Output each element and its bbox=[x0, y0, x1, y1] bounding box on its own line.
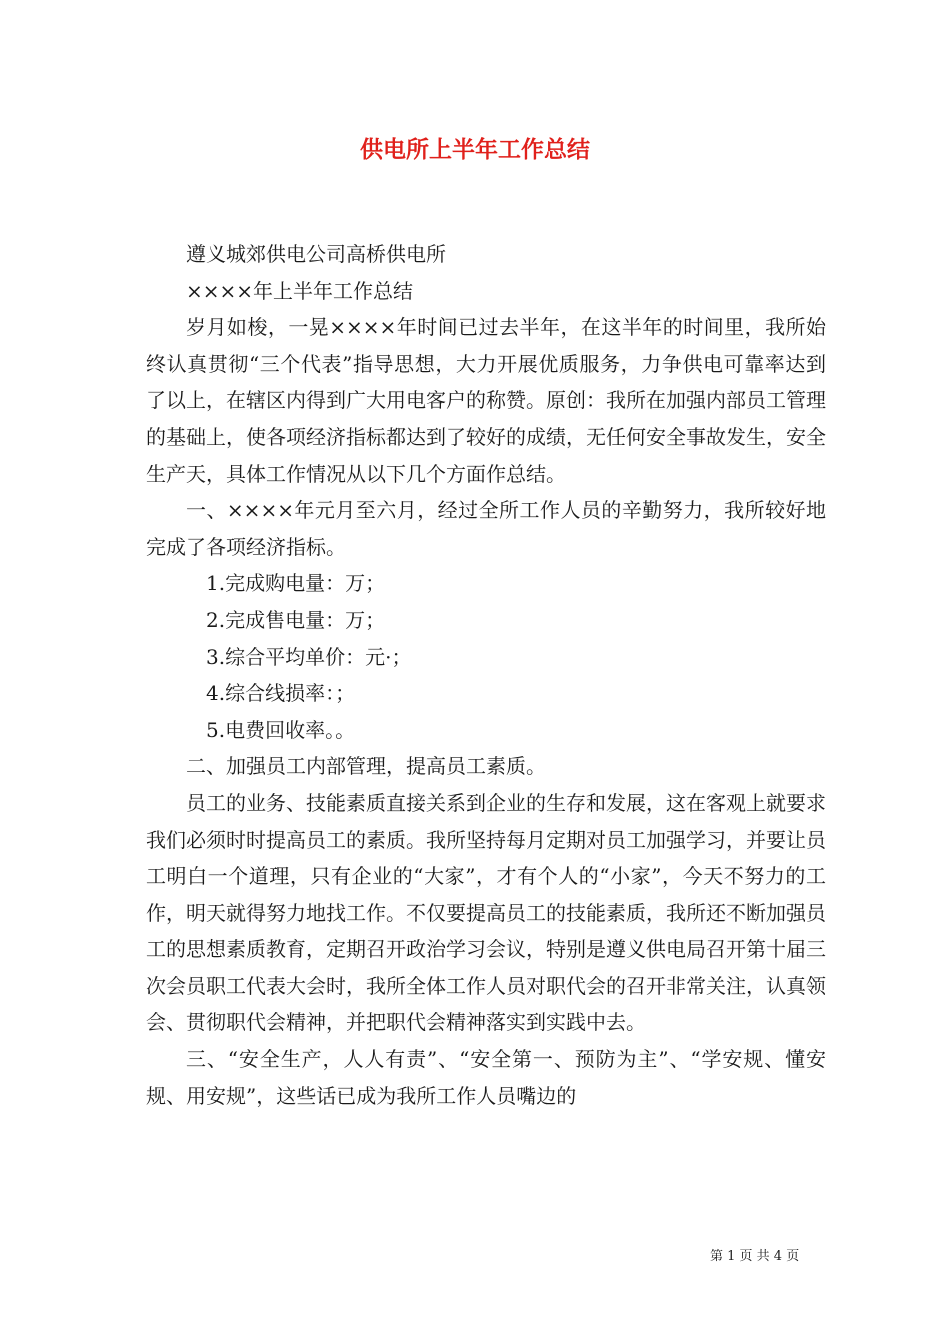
document-body bbox=[146, 236, 826, 1114]
paragraph-company: 遵义城郊供电公司高桥供电所 bbox=[186, 242, 446, 266]
paragraph-staff: 员工的业务、技能素质直接关系到企业的生存和发展，这在客观上就要求我们必须时时提高员工的素质。我所坚持每月定期对员工加强学习，并要让员工明白一个道理，只有企业的“大家”，才有个人的“小家”，今天不努力的工作，明天就得努力地找工作。不仅要提高员工的技能素质，我所还不断加强员工的思想素质教育，定期召开政治学习会议，特别是遵义供电局召开第十届三次会员职工代表大会时，我所全体工作人员对职代会的召开非常关注，认真领会、贯彻职代会精神，并把职代会精神落实到实践中去。 bbox=[146, 790, 826, 1035]
paragraph-subtitle: ××××年上半年工作总结 bbox=[186, 278, 414, 303]
paragraph-intro: 岁月如梭，一晃××××年时间已过去半年，在这半年的时间里，我所始终认真贯彻“三个代表”指导思想，大力开展优质服务，力争供电可靠率达到了以上，在辖区内得到广大用电客户的称赞。原创：我所在加强内部员工管理的基础上，使各项经济指标都达到了较好的成绩，无任何安全事故发生，安全生产天，具体工作情况从以下几个方面作总结。 bbox=[146, 315, 826, 486]
list-item: 1.完成购电量：万； bbox=[206, 571, 386, 596]
list-item: 2.完成售电量：万； bbox=[206, 607, 386, 632]
paragraph-section-3: 三、“安全生产，人人有责”、“安全第一、预防为主”、“学安规、懂安规、用安规”，这些话已成为我所工作人员嘴边的 bbox=[146, 1047, 826, 1108]
list-item: 3.综合平均单价：元·； bbox=[206, 644, 412, 669]
paragraph-section-1: 一、××××年元月至六月，经过全所工作人员的辛勤努力，我所较好地完成了各项经济指标。 bbox=[146, 498, 826, 559]
document-title: 供电所上半年工作总结 bbox=[360, 136, 590, 163]
list-item: 5.电费回收率。。 bbox=[206, 717, 356, 742]
list-item: 4.综合线损率：； bbox=[206, 681, 356, 706]
page-number: 第 1 页 共 4 页 bbox=[710, 1249, 800, 1264]
paragraph-section-2: 二、加强员工内部管理，提高员工素质。 bbox=[186, 754, 546, 779]
